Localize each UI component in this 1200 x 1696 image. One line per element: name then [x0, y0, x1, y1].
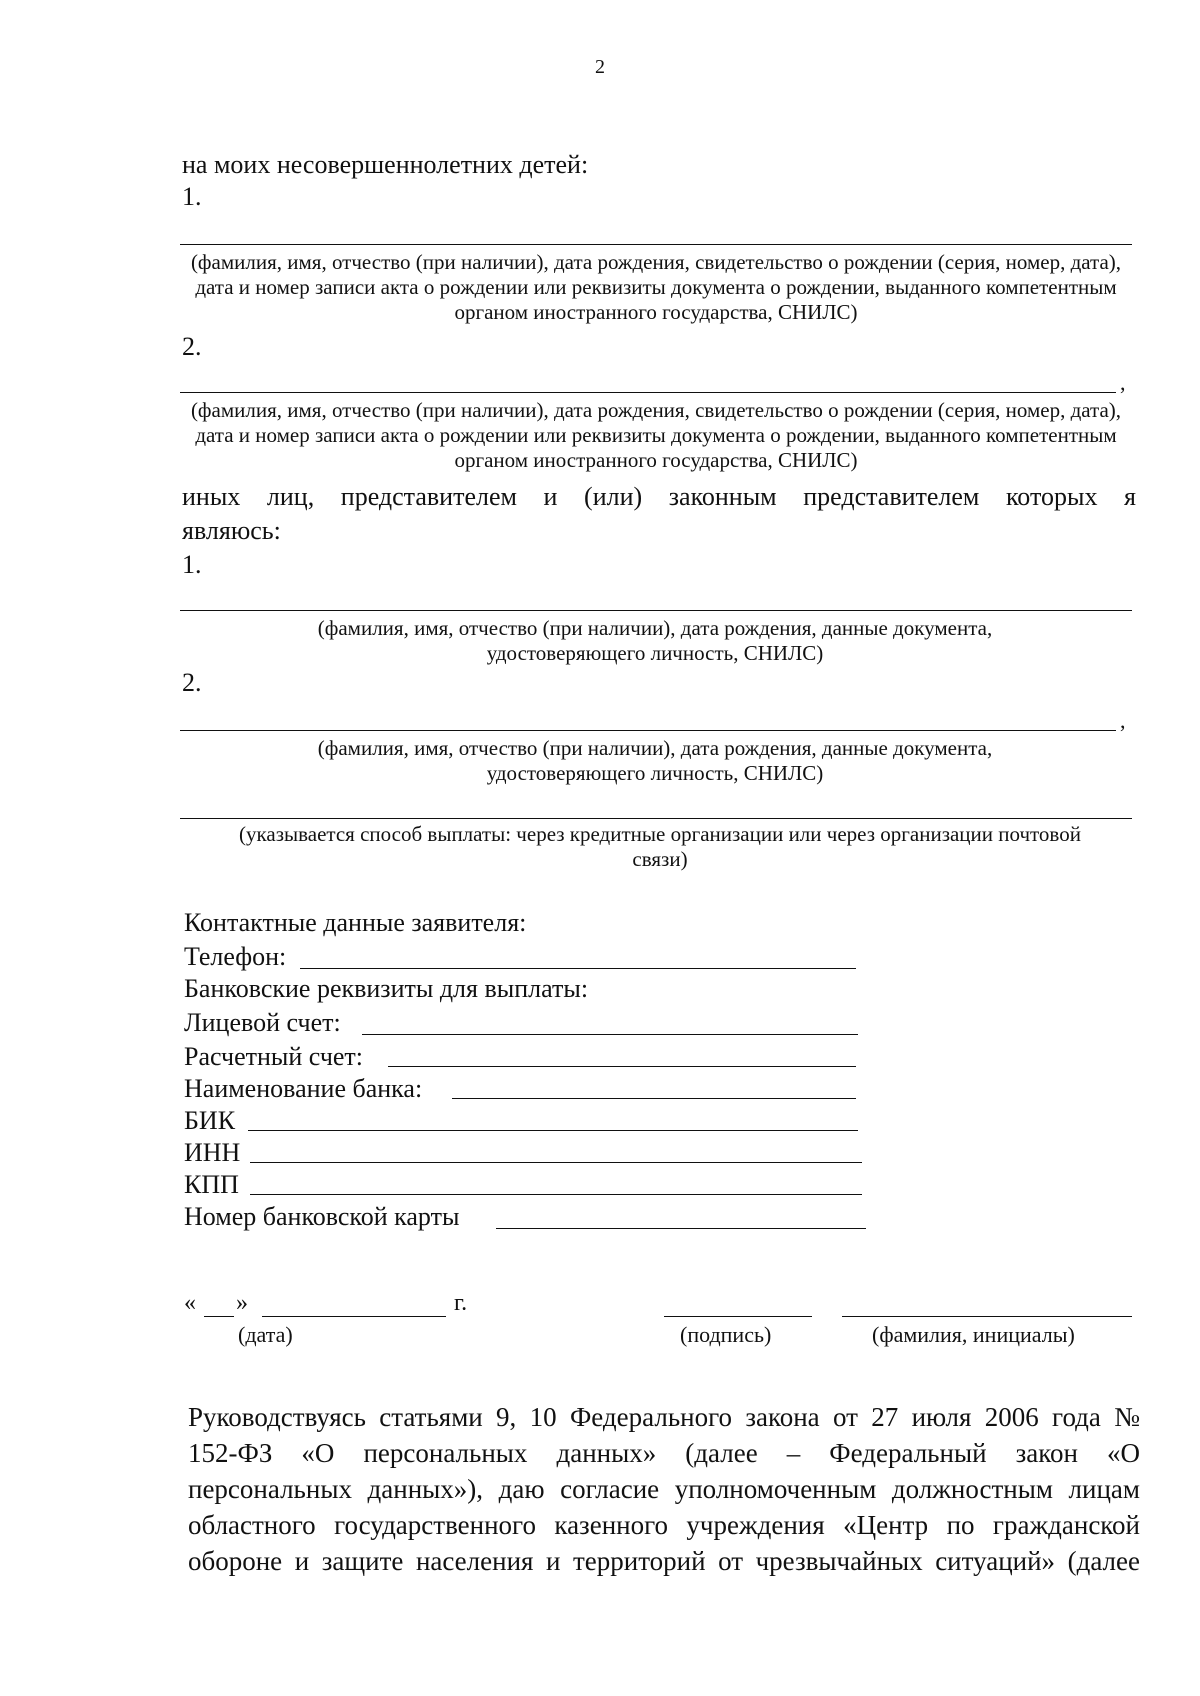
date-close-quote: »	[236, 1290, 248, 1316]
child-1-line	[180, 244, 1132, 245]
other-2-caption: (фамилия, имя, отчество (при наличии), дата рождения, данные документа, удостоверяющего личность, СНИЛС)	[317, 736, 993, 785]
others-heading-line1: иных лиц, представителем и (или) законным представителем которых я	[182, 482, 1136, 511]
bank-details-heading: Банковские реквизиты для выплаты:	[184, 974, 589, 1003]
child-1-number: 1.	[182, 182, 202, 211]
child-2-comma: ,	[1120, 370, 1126, 395]
inn-label: ИНН	[184, 1138, 241, 1167]
child-2-caption: (фамилия, имя, отчество (при наличии), дата рождения, свидетельство о рождении (серия, номер, дата), дата и номер записи акта о рождении или реквизиты документа о рождении, выданного компетентным органом иностранного государства, СНИЛС)	[190, 398, 1122, 472]
phone-label: Телефон:	[184, 942, 287, 971]
card-number-field[interactable]	[496, 1228, 866, 1229]
inn-field[interactable]	[250, 1162, 862, 1163]
bank-name-field[interactable]	[452, 1098, 856, 1099]
other-1-line	[180, 610, 1132, 611]
consent-line-5: обороне и защите населения и территорий от чрезвычайных ситуаций» (далее	[188, 1546, 1140, 1576]
personal-account-label: Лицевой счет:	[184, 1008, 341, 1037]
other-2-number: 2.	[182, 668, 202, 697]
other-2-comma: ,	[1120, 708, 1126, 733]
contacts-heading: Контактные данные заявителя:	[184, 908, 527, 937]
bik-field[interactable]	[248, 1130, 858, 1131]
consent-line-3: персональных данных»), даю согласие уполномоченным должностным лицам	[188, 1474, 1140, 1504]
others-heading-line2: являюсь:	[182, 516, 281, 545]
settlement-account-label: Расчетный счет:	[184, 1042, 364, 1071]
consent-line-2: 152-ФЗ «О персональных данных» (далее – Федеральный закон «О	[188, 1438, 1140, 1468]
other-1-number: 1.	[182, 550, 202, 579]
date-open-quote: «	[184, 1290, 196, 1316]
page-number: 2	[595, 56, 605, 78]
other-2-line	[180, 730, 1116, 731]
bik-label: БИК	[184, 1106, 236, 1135]
name-caption: (фамилия, инициалы)	[872, 1322, 1075, 1347]
settlement-account-field[interactable]	[388, 1066, 856, 1067]
payment-method-line	[180, 818, 1132, 819]
kpp-field[interactable]	[250, 1194, 862, 1195]
child-2-line	[180, 392, 1116, 393]
signature-field[interactable]	[664, 1316, 812, 1317]
personal-account-field[interactable]	[362, 1034, 858, 1035]
year-suffix: г.	[454, 1290, 468, 1316]
card-number-label: Номер банковской карты	[184, 1202, 460, 1231]
other-1-caption: (фамилия, имя, отчество (при наличии), дата рождения, данные документа, удостоверяющего личность, СНИЛС)	[317, 616, 993, 665]
payment-method-caption: (указывается способ выплаты: через кредитные организации или через организации почтовой связи)	[239, 822, 1081, 871]
date-caption: (дата)	[238, 1322, 293, 1347]
date-month-field[interactable]	[262, 1316, 446, 1317]
consent-line-4: областного государственного казенного учреждения «Центр по гражданской	[188, 1510, 1140, 1540]
phone-field[interactable]	[300, 968, 856, 969]
child-2-number: 2.	[182, 332, 202, 361]
bank-name-label: Наименование банка:	[184, 1074, 423, 1103]
child-1-caption: (фамилия, имя, отчество (при наличии), дата рождения, свидетельство о рождении (серия, номер, дата), дата и номер записи акта о рождении или реквизиты документа о рождении, выданного компетентным органом иностранного государства, СНИЛС)	[190, 250, 1122, 324]
date-day-field[interactable]	[204, 1316, 234, 1317]
children-heading: на моих несовершеннолетних детей:	[182, 150, 589, 179]
kpp-label: КПП	[184, 1170, 239, 1199]
signature-caption: (подпись)	[680, 1322, 772, 1347]
full-name-field[interactable]	[842, 1316, 1132, 1317]
consent-line-1: Руководствуясь статьями 9, 10 Федерального закона от 27 июля 2006 года №	[188, 1402, 1140, 1432]
